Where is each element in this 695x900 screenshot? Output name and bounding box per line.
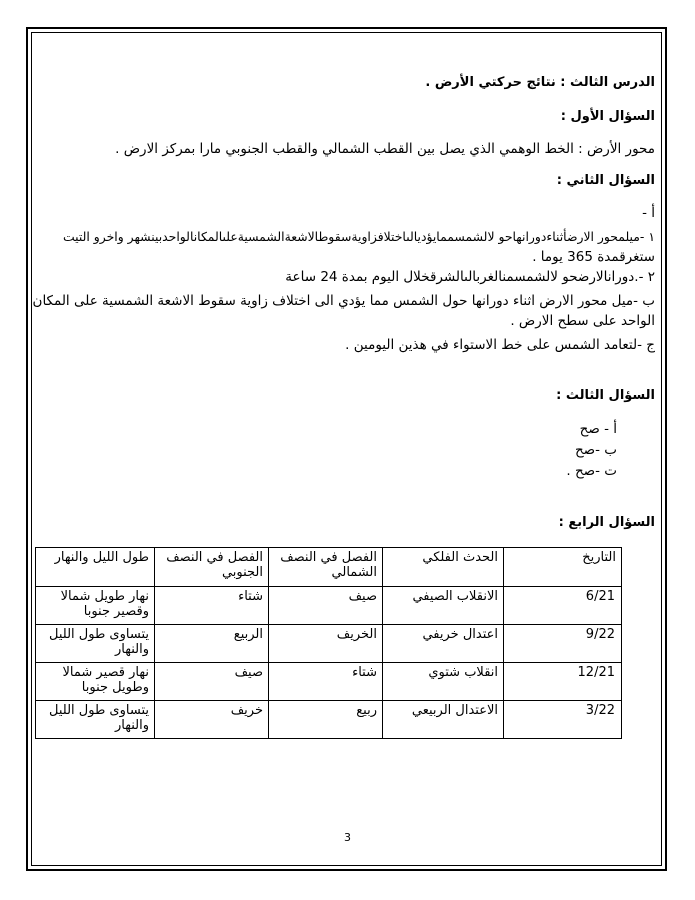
cell-south: شتاء — [155, 587, 269, 625]
q2-part-a: أ - — [642, 205, 655, 221]
q1-heading: السؤال الأول : — [560, 109, 655, 124]
table-header-row — [36, 548, 622, 587]
header-day-length: طول الليل والنهار — [36, 548, 155, 587]
header-south-season: الفصل في النصف الجنوبي — [155, 548, 269, 587]
table-row — [36, 701, 622, 739]
cell-event: الاعتدال الربيعي — [383, 701, 504, 739]
seasons-table — [35, 547, 622, 739]
cell-date: 9/22 — [504, 625, 622, 663]
q2-heading: السؤال الثاني : — [556, 173, 655, 188]
q3-answer-a: أ - صح — [579, 421, 617, 437]
cell-day-length: يتساوى طول الليل والنهار — [36, 701, 155, 739]
q3-heading: السؤال الثالث : — [556, 388, 655, 403]
cell-date: 3/22 — [504, 701, 622, 739]
q2-part-b-line2: الواحد على سطح الارض . — [510, 313, 655, 329]
cell-north: الخريف — [269, 625, 383, 663]
page-number: 3 — [344, 831, 351, 844]
cell-event: اعتدال خريفي — [383, 625, 504, 663]
q2-item1-line1: ١ -ميلمحور الارضأثناءدورانهاحو لالشمسممايؤديالىاختلافزاويةسقوطالاشعةالشمسيةعلىالمكانالواحدبينشهر واخرو التيت — [62, 229, 655, 244]
cell-north: شتاء — [269, 663, 383, 701]
q3-answer-c: ت -صح . — [566, 463, 617, 479]
table-row — [36, 625, 622, 663]
header-event: الحدث الفلكي — [383, 548, 504, 587]
cell-event: الانقلاب الصيفي — [383, 587, 504, 625]
header-north-season: الفصل في النصف الشمالي — [269, 548, 383, 587]
q2-part-c: ج -لتعامد الشمس على خط الاستواء في هذين اليومين . — [345, 337, 655, 353]
cell-day-length: نهار طويل شمالا وقصير جنوبا — [36, 587, 155, 625]
cell-south: الربيع — [155, 625, 269, 663]
cell-date: 12/21 — [504, 663, 622, 701]
header-date: التاريخ — [504, 548, 622, 587]
cell-day-length: نهار قصير شمالا وطويل جنوبا — [36, 663, 155, 701]
cell-date: 6/21 — [504, 587, 622, 625]
q4-heading: السؤال الرابع : — [558, 515, 655, 530]
table-row — [36, 663, 622, 701]
q2-item2: ٢ -.دورانالارضحو لالشمسمنالغربالىالشرقخلال اليوم بمدة 24 ساعة — [285, 269, 655, 285]
cell-event: انقلاب شتوي — [383, 663, 504, 701]
q3-answer-b: ب -صح — [574, 442, 617, 458]
cell-north: صيف — [269, 587, 383, 625]
cell-day-length: يتساوى طول الليل والنهار — [36, 625, 155, 663]
q2-item1-line2: ستغرقمدة 365 يوما . — [532, 249, 655, 265]
cell-south: خريف — [155, 701, 269, 739]
cell-south: صيف — [155, 663, 269, 701]
cell-north: ربيع — [269, 701, 383, 739]
lesson-title: الدرس الثالث : نتائج حركتي الأرض . — [425, 75, 655, 90]
table-row — [36, 587, 622, 625]
q2-part-b-line1: ب -ميل محور الارض اثناء دورانها حول الشمس مما يؤدي الى اختلاف زاوية سقوط الاشعة الشمسية على المكان — [32, 293, 655, 309]
q1-answer: محور الأرض : الخط الوهمي الذي يصل بين القطب الشمالي والقطب الجنوبي مارا بمركز الارض . — [115, 141, 655, 157]
